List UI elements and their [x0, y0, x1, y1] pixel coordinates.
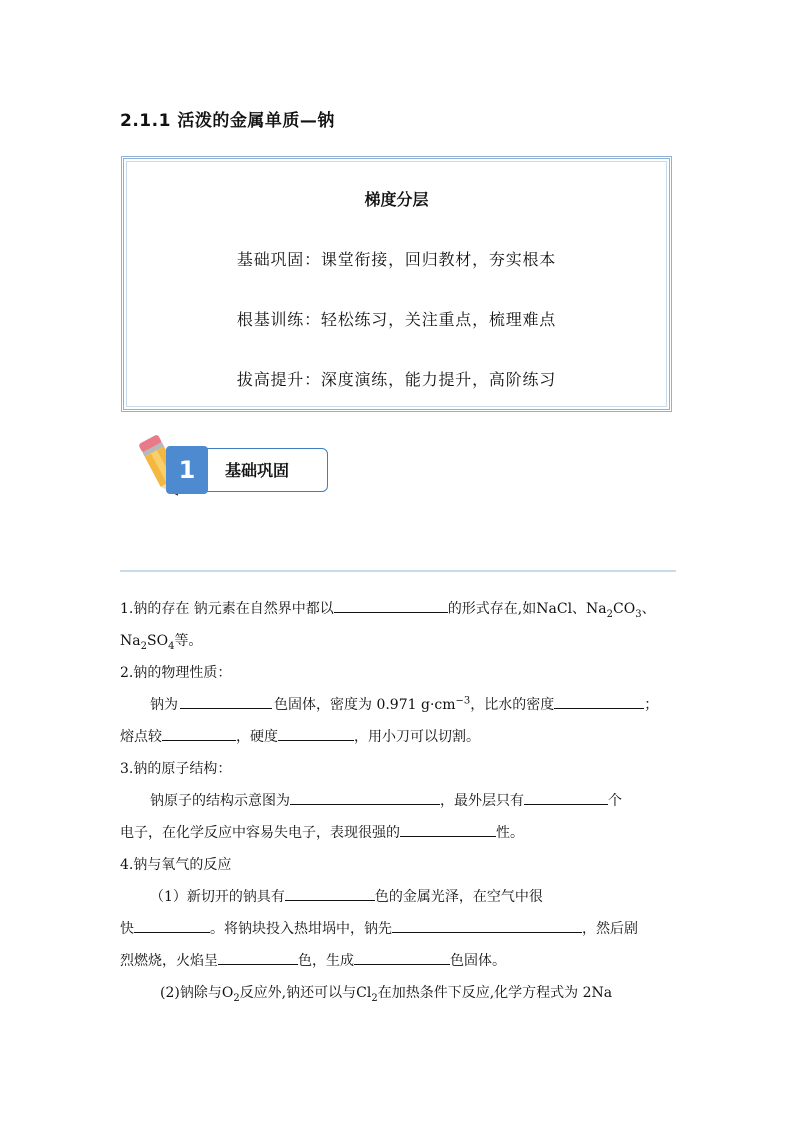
q3-blank-structure[interactable]	[290, 790, 440, 805]
q4-blank-luster[interactable]	[285, 886, 375, 901]
q4-text: 在加热条件下反应,化学方程式为 2Na	[377, 985, 613, 1001]
q2-text: 钠为	[150, 697, 178, 713]
q3-line1	[150, 790, 622, 810]
q2-blank-hardness[interactable]	[278, 726, 354, 741]
q1-text: 的形式存在,如NaCl、Na	[447, 601, 607, 617]
q4-text: 色固体。	[450, 953, 506, 969]
q1-text: 、	[641, 601, 656, 617]
q2-blank-color[interactable]	[180, 694, 272, 709]
q4-text: (2)钠除与O	[160, 985, 234, 1001]
q2-blank-melting[interactable]	[162, 726, 236, 741]
q3-blank-property[interactable]	[400, 822, 496, 837]
q2-text: 熔点较	[120, 729, 162, 745]
q2-text: 色固体，密度为 0.971 g·cm	[274, 697, 456, 713]
q1-blank[interactable]	[334, 598, 448, 613]
q1-line1	[120, 598, 656, 620]
q4-sub: 2	[371, 992, 378, 1004]
q2-sup: −3	[455, 695, 471, 707]
q3-text: 电子，在化学反应中容易失电子，表现很强的	[120, 825, 400, 841]
q1-text: Na	[120, 633, 141, 649]
q4-blank-flame[interactable]	[218, 950, 298, 965]
q3-text: 性。	[496, 825, 524, 841]
q4-blank-product[interactable]	[354, 950, 450, 965]
q2-line2	[120, 726, 480, 746]
tier-item-foundation: 根基训练：轻松练习，关注重点，梳理难点	[236, 310, 557, 329]
q1-text: 等。	[174, 633, 203, 649]
q2-line1	[150, 694, 658, 714]
q3-heading: 3.钠的原子结构：	[120, 761, 232, 777]
tier-item-advanced: 拔高提升：深度演练，能力提升，高阶练习	[236, 370, 557, 389]
tier-summary-box	[121, 156, 672, 412]
q1-text: SO	[146, 633, 169, 649]
q4-line3	[120, 950, 506, 970]
q4-text: （1）新切开的钠具有	[150, 889, 285, 905]
q4-line4	[160, 982, 612, 1004]
q4-line2	[120, 918, 638, 938]
q3-text: 个	[608, 793, 622, 809]
q1-text: CO	[613, 601, 636, 617]
q2-blank-density[interactable]	[554, 694, 644, 709]
tier-item-basic: 基础巩固：课堂衔接，回归教材，夯实根本	[236, 250, 557, 269]
q1-line2	[120, 630, 202, 652]
q4-text: 反应外,钠还可以与Cl	[239, 985, 372, 1001]
q4-sub: 2	[233, 992, 240, 1004]
q2-text: ，比水的密度	[470, 697, 555, 713]
q1-text: 1.钠的存在 钠元素在自然界中都以	[120, 601, 334, 617]
q2-text: ，硬度	[236, 729, 278, 745]
divider	[120, 570, 676, 572]
q1-sub: 4	[168, 640, 175, 652]
q1-sub: 2	[606, 608, 614, 620]
q4-line1	[150, 886, 543, 906]
q2-text: ；	[644, 697, 659, 713]
q4-text: 色，生成	[298, 953, 354, 969]
q3-text: ，最外层只有	[440, 793, 524, 809]
q4-text: 色的金属光泽，在空气中很	[374, 889, 543, 905]
tier-heading: 梯度分层	[364, 190, 429, 209]
q2-text: ，用小刀可以切割。	[354, 729, 480, 745]
q3-text: 钠原子的结构示意图为	[150, 793, 290, 809]
q4-text: 烈燃烧，火焰呈	[120, 953, 218, 969]
q4-blank-tarnish[interactable]	[134, 918, 210, 933]
q1-sub: 2	[140, 640, 147, 652]
q4-text: ，然后剧	[582, 921, 638, 937]
q4-text: 快	[120, 921, 134, 937]
section-label: 基础巩固	[225, 461, 290, 480]
page-title: 2.1.1 活泼的金属单质—钠	[120, 111, 335, 131]
q4-text: 。将钠块投入热坩埚中，钠先	[210, 921, 392, 937]
q3-line2	[120, 822, 524, 842]
section-number: 1	[166, 446, 208, 494]
q4-heading: 4.钠与氧气的反应	[120, 857, 232, 873]
q2-heading: 2.钠的物理性质：	[120, 665, 232, 681]
q1-sub: 3	[635, 608, 642, 620]
q4-blank-melt[interactable]	[392, 918, 582, 933]
q3-blank-count[interactable]	[524, 790, 608, 805]
